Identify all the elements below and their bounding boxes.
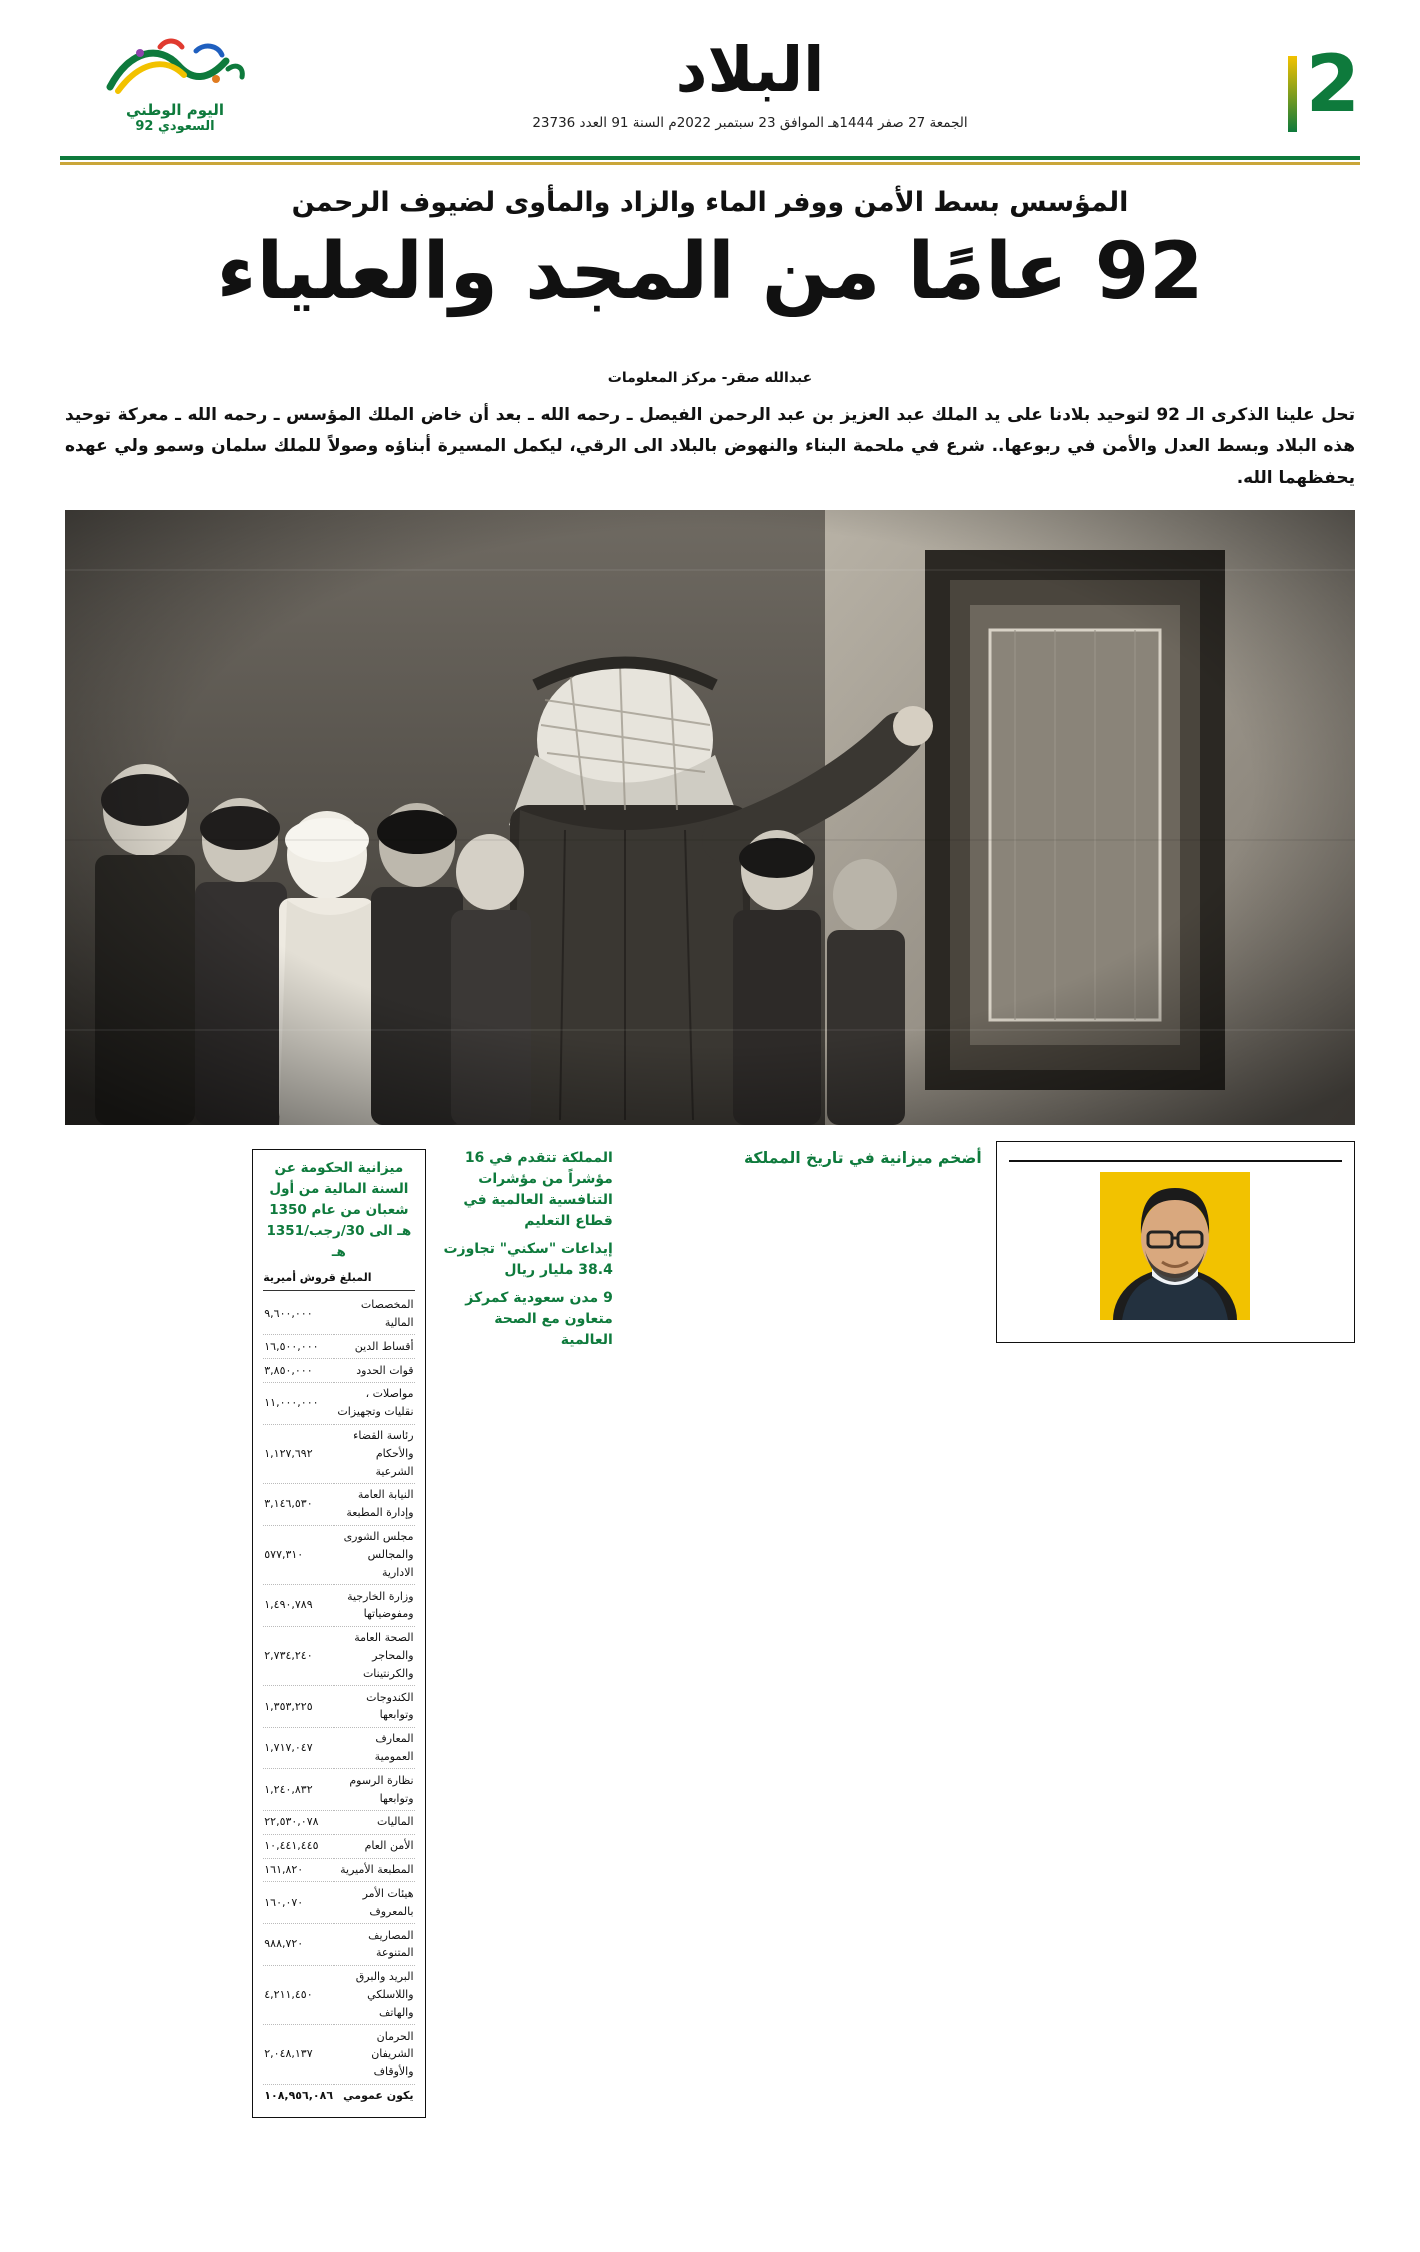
table-row: [263, 1525, 414, 1584]
health-column-a: [65, 1141, 238, 1148]
national-day-emblem-icon: [100, 35, 250, 97]
budget-row-value: ١٦,٥٠٠,٠٠٠: [263, 1335, 334, 1359]
budget-row-label: قوات الحدود: [334, 1359, 414, 1383]
article-byline: عبدالله صقر- مركز المعلومات: [607, 369, 813, 386]
budget-table: [263, 1294, 414, 2108]
table-row: [263, 1769, 414, 1811]
article-photo: [65, 510, 1355, 1125]
article-headline: 92 عامًا من المجد والعلياء: [216, 227, 1204, 317]
table-row: [263, 1294, 414, 1335]
subhead-biggest-budget: أضخم ميزانية في تاريخ المملكة: [743, 1149, 982, 1168]
budget-row-label: المعارف العمومية: [334, 1727, 414, 1769]
budget-amount-header: المبلغ قروش أميرية: [263, 1269, 414, 1291]
budget-row-label: أقساط الدين: [334, 1335, 414, 1359]
table-row: [263, 1965, 414, 2024]
education-column: [440, 1141, 613, 1358]
article-lede: تحل علينا الذكرى الـ 92 لتوحيد بلادنا على يد الملك عبد العزيز بن عبد الرحمن الفيصل ـ رحمه الله ـ بعد أن خاض الملك المؤسس ـ رحمه الله ـ معركة توحيد هذه البلاد وبسط العدل والأمن في ربوعها.. شرع في ملحمة البناء والنهوض بالبلاد الى الرقي، ليكمل المسيرة أبناؤه وصولاً للملك سلمان وسمو ولي عهده يحفظهما الله.: [65, 404, 1356, 488]
national-day-logo: [60, 35, 290, 136]
table-row: [263, 1727, 414, 1769]
article-photo-wrap: [65, 510, 1355, 1125]
table-row: [263, 1810, 414, 1834]
subhead-sakani: إيداعات "سكني" تجاوزت 38.4 مليار ريال: [443, 1241, 613, 1279]
budget-row-value: ١٠٨,٩٥٦,٠٨٦: [264, 2089, 334, 2103]
budget-row-value: ١,١٢٧,٦٩٢: [263, 1424, 334, 1483]
table-row: [263, 1626, 414, 1685]
budget-row-value: ١٠,٤٤١,٤٤٥: [263, 1834, 334, 1858]
paper-name: البلاد: [675, 33, 825, 106]
page-number: 2: [1288, 50, 1360, 120]
budget-row-label: يكون عمومي: [343, 2089, 414, 2103]
budget-row-value: ١١,٠٠٠,٠٠٠: [263, 1382, 334, 1424]
budget-row-value: ١,٧١٧,٠٤٧: [263, 1727, 334, 1769]
table-row: [263, 1858, 414, 1882]
national-day-sub: السعودي 92: [135, 119, 215, 135]
budget-row-label: المصاريف المتنوعة: [334, 1924, 414, 1966]
subhead-cities: 9 مدن سعودية كمركز متعاون مع الصحة العالمية: [465, 1290, 613, 1349]
budget-row-label: الكندوجات وتوابعها: [334, 1686, 414, 1728]
lower-content: [65, 1141, 1355, 2118]
masthead: [40, 0, 1380, 150]
budget-row-label: مواصلات ، نقليات وتجهيزات: [334, 1382, 414, 1424]
budget-row-value: ٣,٨٥٠,٠٠٠: [263, 1359, 334, 1383]
table-row: [263, 1924, 414, 1966]
opinion-author-row: [1009, 1172, 1342, 1320]
table-row: [263, 2025, 414, 2084]
budget-row-value: ١٦٠,٠٧٠: [263, 1882, 334, 1924]
table-row: [263, 2084, 414, 2107]
budget-row-value: ١٦١,٨٢٠: [263, 1858, 334, 1882]
opinion-title: [1009, 1152, 1342, 1162]
health-column-b: [252, 1141, 425, 2118]
table-row: [263, 1834, 414, 1858]
budget-row-value: ٢,٠٤٨,١٣٧: [263, 2025, 334, 2084]
budget-row-label: رئاسة القضاء والأحكام الشرعية: [334, 1424, 414, 1483]
budget-row-value: ٩٨٨,٧٢٠: [263, 1924, 334, 1966]
opinion-box: [996, 1141, 1355, 1343]
budget-column: [627, 1141, 982, 1177]
table-row: [263, 1335, 414, 1359]
budget-row-value: ١,٤٩٠,٧٨٩: [263, 1585, 334, 1627]
budget-row-value: ٩,٦٠٠,٠٠٠: [263, 1294, 334, 1335]
budget-row-label: المطبعة الأميرية: [334, 1858, 414, 1882]
budget-row-label: النيابة العامة وإدارة المطبعة: [334, 1483, 414, 1525]
page-number-block: [1210, 39, 1360, 130]
budget-row-label: الصحة العامة والمحاجر والكرنتينات: [334, 1626, 414, 1685]
budget-row-label: هيئات الأمر بالمعروف: [334, 1882, 414, 1924]
budget-row-value: ١,٢٤٠,٨٣٢: [263, 1769, 334, 1811]
masthead-divider-green: [60, 156, 1360, 160]
masthead-divider-gold: [60, 162, 1360, 165]
budget-row-value: ٢,٧٣٤,٢٤٠: [263, 1626, 334, 1685]
budget-table-title: ميزانية الحكومة عن السنة المالية من أول شعبان من عام 1350 هـ الى 30/رجب/1351 هـ: [266, 1160, 412, 1260]
subhead-competitiveness: المملكة تتقدم في 16 مؤشراً من مؤشرات التنافسية العالمية في قطاع التعليم: [463, 1150, 613, 1230]
opinion-author-photo: [1100, 1172, 1250, 1320]
table-row: [263, 1424, 414, 1483]
budget-row-label: الماليات: [334, 1810, 414, 1834]
budget-row-label: نظارة الرسوم وتوابعها: [334, 1769, 414, 1811]
budget-row-label: وزارة الخارجية ومفوضياتها: [334, 1585, 414, 1627]
table-row: [263, 1882, 414, 1924]
budget-table-box: [252, 1149, 425, 2118]
table-row: [263, 1382, 414, 1424]
budget-row-label: الأمن العام: [334, 1834, 414, 1858]
budget-row-label: البريد والبرق واللاسلكي والهاتف: [334, 1965, 414, 2024]
article-kicker: المؤسس بسط الأمن ووفر الماء والزاد والمأوى لضيوف الرحمن: [291, 187, 1129, 218]
budget-row-value: ٣,١٤٦,٥٣٠: [263, 1483, 334, 1525]
table-row: [263, 1359, 414, 1383]
national-day-label: اليوم الوطني: [125, 100, 225, 119]
national-day-text: [126, 101, 224, 136]
budget-row-label: المخصصات المالية: [334, 1294, 414, 1335]
table-row: [263, 1686, 414, 1728]
issue-line: الجمعة 27 صفر 1444هـ الموافق 23 سبتمبر 2022م السنة 91 العدد 23736: [532, 115, 968, 131]
budget-row-value: ٥٧٧,٣١٠: [263, 1525, 334, 1584]
budget-row-value: ١,٣٥٣,٢٢٥: [263, 1686, 334, 1728]
table-row: [263, 1585, 414, 1627]
budget-row-label: مجلس الشورى والمجالس الادارية: [334, 1525, 414, 1584]
table-row: [263, 1483, 414, 1525]
budget-row-value: ٢٢,٥٣٠,٠٧٨: [263, 1810, 334, 1834]
budget-row-value: ٤,٢١١,٤٥٠: [263, 1965, 334, 2024]
budget-row-label: الحرمان الشريفان والأوقاف: [334, 2025, 414, 2084]
paper-title-block: [290, 33, 1210, 131]
